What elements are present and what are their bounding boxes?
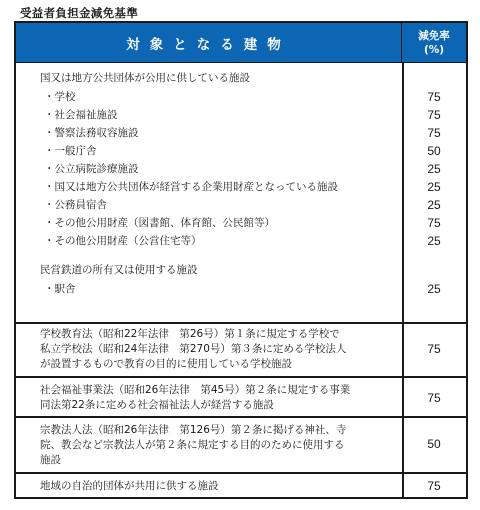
page-title: 受益者負担金減免基準 xyxy=(20,6,138,20)
rate-header-line2: (%) xyxy=(423,43,445,56)
rate-value: 25 xyxy=(427,282,441,296)
rate-value: 50 xyxy=(427,144,441,158)
table-header xyxy=(16,23,466,63)
criteria-table xyxy=(14,21,468,499)
list-item: ・国又は地方公共団体が経営する企業用財産となっている施設 xyxy=(44,181,338,193)
rate-value: 25 xyxy=(427,198,441,212)
list-item: ・一般庁舎 xyxy=(44,145,97,157)
list-item: ・公立病院診療施設 xyxy=(44,163,139,175)
list-item: ・学校 xyxy=(44,91,76,103)
column-divider xyxy=(402,62,404,499)
list-item: ・駅舎 xyxy=(44,283,76,295)
table-row-text: 同法第22条に定める社会福祉法人が経営する施設 xyxy=(40,399,274,411)
row-divider xyxy=(16,376,466,378)
list-item: ・その他公用財産（図書館、体育館、公民館等） xyxy=(44,217,275,229)
rate-value: 75 xyxy=(427,126,441,140)
rate-value: 25 xyxy=(427,234,441,248)
list-item: ・その他公用財産（公営住宅等） xyxy=(44,235,202,247)
list-item: ・社会福祉施設 xyxy=(44,109,118,121)
rate-value: 25 xyxy=(427,162,441,176)
row-divider xyxy=(16,416,466,418)
table-row-text: 学校教育法（昭和22年法律 第26号）第１条に規定する学校で xyxy=(40,328,340,340)
rate-value: 75 xyxy=(427,479,441,493)
list-item: ・警察法務収容施設 xyxy=(44,127,139,139)
row-divider xyxy=(16,322,466,324)
table-row-text: 院、教会など宗教法人が第２条に規定する目的のために使用する xyxy=(40,439,345,451)
rate-value: 75 xyxy=(427,216,441,230)
group-heading-railway: 民営鉄道の所有又は使用する施設 xyxy=(40,264,198,276)
rate-value: 75 xyxy=(427,391,441,405)
table-row-text: 施設 xyxy=(40,454,61,466)
table-row-text: 私立学校法（昭和24年法律 第270号）第３条に定める学校法人 xyxy=(40,343,347,355)
table-row-text: 宗教法人法（昭和26年法律 第126号）第２条に掲げる神社、寺 xyxy=(40,424,347,436)
rate-value: 25 xyxy=(427,180,441,194)
group-heading-public: 国又は地方公共団体が公用に供している施設 xyxy=(40,72,250,84)
table-row-text: が設置するもので教育の目的に使用している学校施設 xyxy=(40,358,292,370)
rate-value: 75 xyxy=(427,90,441,104)
rate-value: 50 xyxy=(427,437,441,451)
table-row-text: 社会福祉事業法（昭和26年法律 第45号）第２条に規定する事業 xyxy=(40,384,351,396)
rate-header-line1: 減免率 xyxy=(418,29,450,42)
table-row-text: 地域の自治的団体が共用に供する施設 xyxy=(40,480,219,492)
list-item: ・公務員宿舎 xyxy=(44,199,107,211)
rate-value: 75 xyxy=(427,108,441,122)
subject-column-header: 対象となる建物 xyxy=(16,23,402,62)
rate-value: 75 xyxy=(427,342,441,356)
rate-column-header xyxy=(402,23,466,62)
row-divider xyxy=(16,472,466,474)
